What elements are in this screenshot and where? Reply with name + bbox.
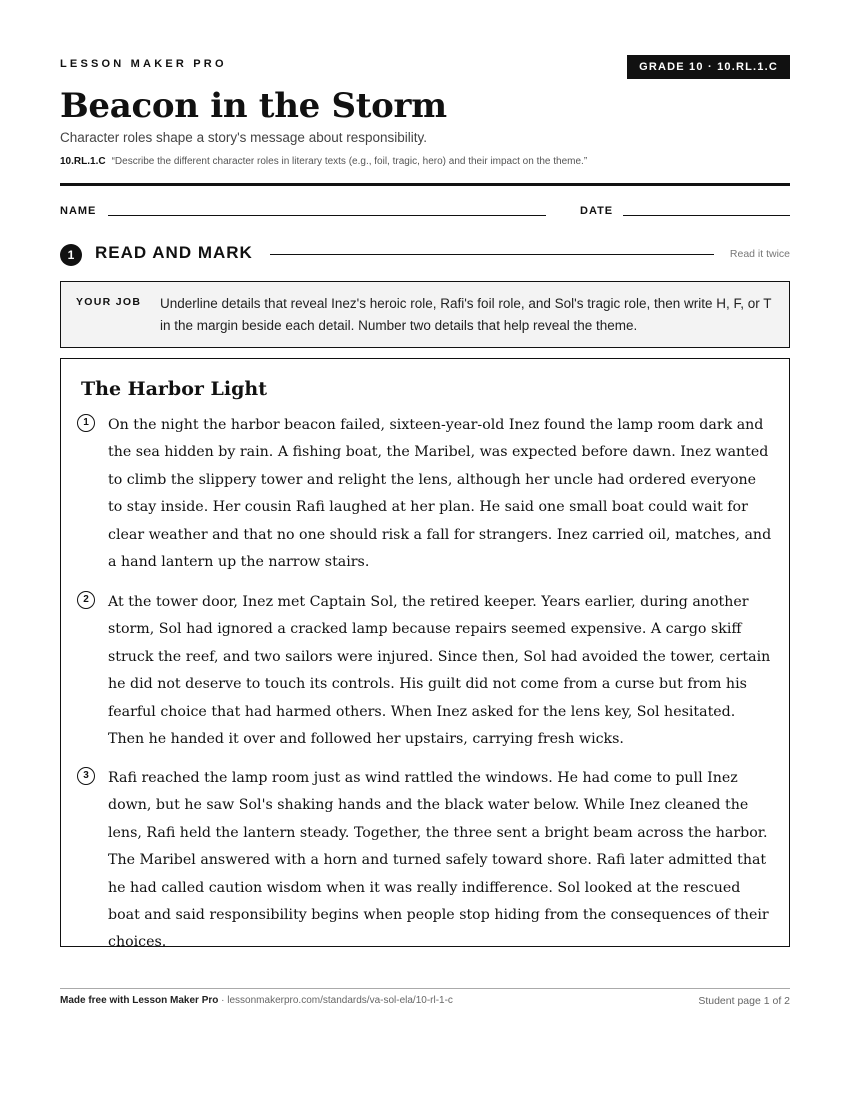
standard-text: “Describe the different character roles in literary texts (e.g., foil, tragic, hero) and their impact on the theme.” [111, 156, 588, 167]
footer-link[interactable]: · lessonmakerpro.com/standards/va-sol-ela/10-rl-1-c [218, 995, 453, 1006]
section-hint: Read it twice [729, 248, 790, 260]
grade-badge: GRADE 10 · 10.RL.1.C [627, 55, 790, 79]
section-heading [60, 243, 790, 265]
instructions-text: Underline details that reveal Inez's heroic role, Rafi's foil role, and Sol's tragic role, then write H, F, or T in the margin beside each detail. Number two details that help reveal the theme. [160, 296, 772, 333]
footer-page-number: Student page 1 of 2 [698, 995, 790, 1007]
date-field[interactable] [623, 215, 790, 216]
header [60, 55, 790, 79]
standard-line [60, 156, 587, 167]
name-date-row [60, 204, 790, 220]
reading-passage [60, 358, 790, 951]
passage-paragraph: At the tower door, Inez met Captain Sol, the retired keeper. Years earlier, during another storm, Sol had ignored a cracked lamp because repairs seemed expensive. A cargo skiff struck the reef, and two sailors were injured. Since then, Sol had avoided the tower, certain he did not deserve to touch its controls. His guilt did not come from a curse but from his fearful choice that had harmed others. When Inez asked for the lens key, Sol hesitated. Then he handed it over and followed her upstairs, carrying fresh wicks. [108, 594, 771, 748]
standard-code: 10.RL.1.C [60, 156, 106, 167]
passage-paragraph: On the night the harbor beacon failed, sixteen-year-old Inez found the lamp room dark and the sea hidden by rain. A fishing boat, the Maribel, was expected before dawn. Inez wanted to climb the slippery tower and relight the lens, although her uncle had ordered everyone to stay inside. Her cousin Rafi laughed at her plan. He said one small boat could wait for clear weather and that no one should risk a fall for strangers. Inez carried oil, matches, and a hand lantern up the narrow stairs. [108, 417, 772, 571]
header-divider [60, 183, 790, 186]
paragraph-number: 3 [77, 767, 95, 785]
page-title: Beacon in the Storm [60, 86, 447, 126]
section-title: READ AND MARK [95, 243, 253, 262]
paragraph-number: 1 [77, 414, 95, 432]
name-field[interactable] [108, 215, 546, 216]
footer-credit [60, 995, 453, 1006]
footer-divider [60, 988, 790, 989]
date-label: DATE [580, 205, 614, 217]
name-label: NAME [60, 205, 97, 217]
section-rule [270, 254, 714, 255]
section-number-badge: 1 [60, 244, 82, 266]
instructions-box [60, 281, 790, 348]
passage-paragraph: Rafi reached the lamp room just as wind rattled the windows. He had come to pull Inez down, but he saw Sol's shaking hands and the black water below. While Inez cleaned the lens, Rafi held the lantern steady. Together, the three sent a bright beam across the harbor. The Maribel answered with a horn and turned safely toward shore. Rafi later admitted that he had called caution wisdom when it was really indifference. Sol looked at the rescued boat and said responsibility begins when people stop hiding from the consequences of their choices. [108, 770, 769, 951]
instructions-label: YOUR JOB [76, 296, 142, 308]
passage-title: The Harbor Light [81, 378, 267, 400]
page-subtitle: Character roles shape a story's message about responsibility. [60, 130, 428, 145]
brand-name: LESSON MAKER PRO [60, 58, 227, 70]
footer-made-with: Made free with Lesson Maker Pro [60, 995, 219, 1006]
paragraph-number: 2 [77, 591, 95, 609]
